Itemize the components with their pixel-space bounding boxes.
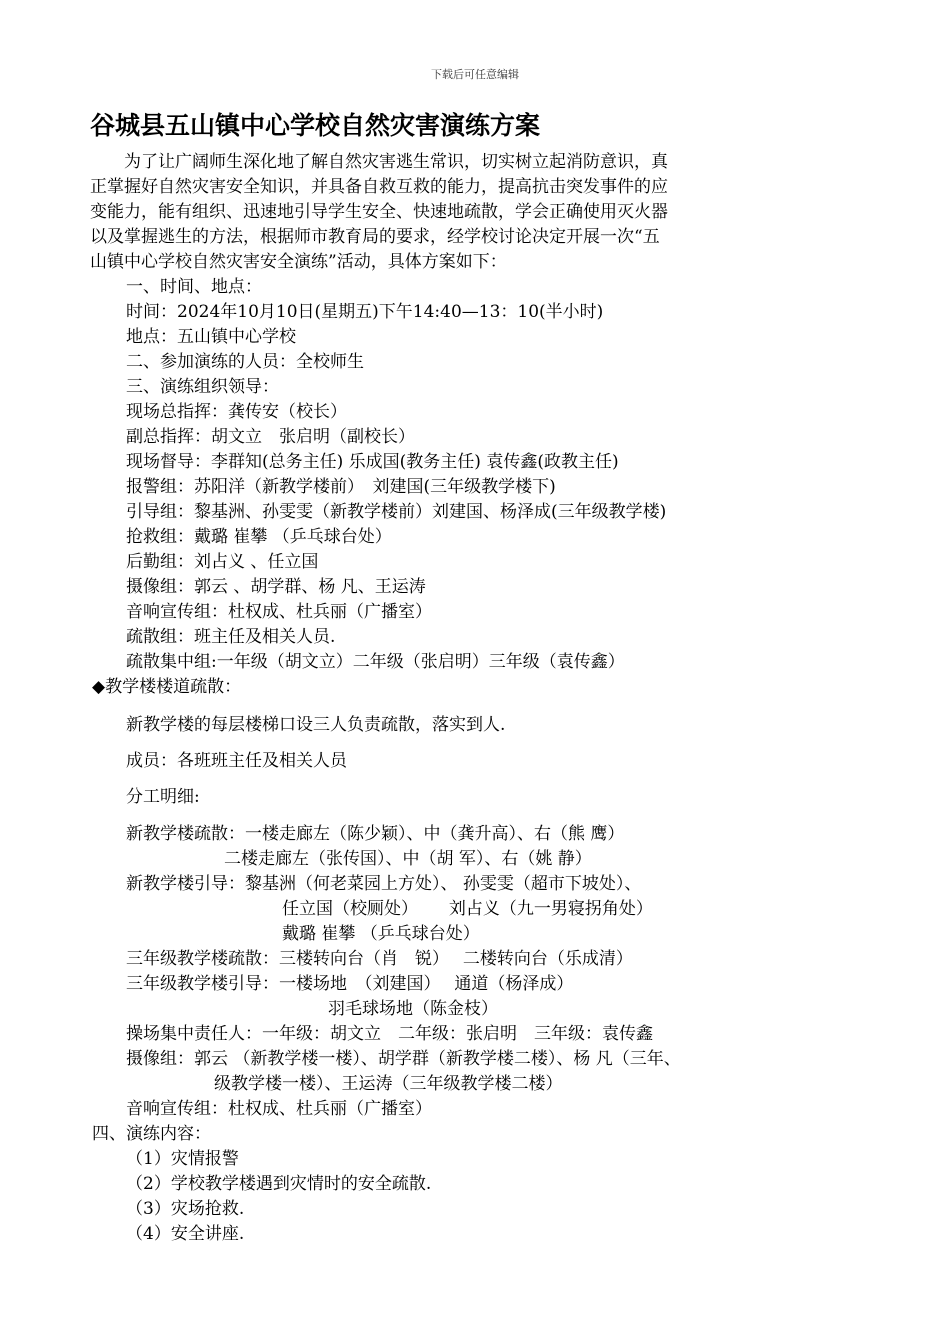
new-building-evac-1f: 新教学楼疏散：一楼走廊左（陈少颖）、中（龚升高）、右（熊 鹰） — [126, 824, 625, 844]
stairwell-evacuation-heading: ◆教学楼楼道疏散： — [92, 677, 242, 697]
rescue-group: 抢救组：戴璐 崔攀 （乒乓球台处） — [126, 527, 392, 547]
download-note: 下载后可任意编辑 — [431, 68, 519, 81]
stairwell-note: 新教学楼的每层楼梯口设三人负责疏散，落实到人. — [126, 715, 506, 735]
section-participants: 二、参加演练的人员：全校师生 — [126, 352, 364, 372]
guide-group: 引导组：黎基洲、孙雯雯（新教学楼前）刘建国、杨泽成(三年级教学楼) — [126, 502, 667, 522]
place-line: 地点：五山镇中心学校 — [126, 327, 296, 347]
camera-group: 摄像组：郭云 、胡学群、杨 凡、王运涛 — [126, 577, 426, 597]
grade3-building-evac: 三年级教学楼疏散：三楼转向台（肖 锐） 二楼转向台（乐成清） — [126, 949, 633, 969]
intro-line: 变能力，能有组织、迅速地引导学生安全、快速地疏散，学会正确使用灭火器 — [90, 202, 668, 222]
members-line: 成员：各班班主任及相关人员 — [126, 751, 347, 771]
deputy-commander: 副总指挥：胡文立 张启明（副校长） — [126, 427, 415, 447]
camera-assignment-1: 摄像组：郭云 （新教学楼一楼）、胡学群（新教学楼二楼）、杨 凡（三年、 — [126, 1049, 681, 1069]
drill-item-4: （4）安全讲座. — [126, 1224, 245, 1244]
camera-assignment-2: 级教学楼一楼）、王运涛（三年级教学楼二楼） — [214, 1074, 563, 1094]
site-supervisor: 现场督导：李群知(总务主任) 乐成国(教务主任) 袁传鑫(政教主任) — [126, 452, 619, 472]
document-title: 谷城县五山镇中心学校自然灾害演练方案 — [90, 111, 541, 140]
grade3-building-guide: 三年级教学楼引导：一楼场地 （刘建国） 通道（杨泽成） — [126, 974, 574, 994]
division-heading: 分工明细: — [126, 787, 200, 807]
new-building-guide-1: 新教学楼引导：黎基洲（何老菜园上方处）、 孙雯雯（超市下坡处）、 — [126, 874, 642, 894]
evacuation-group: 疏散组：班主任及相关人员. — [126, 627, 336, 647]
intro-paragraph — [90, 150, 870, 275]
drill-item-1: （1）灾情报警 — [126, 1149, 239, 1169]
audio-group: 音响宣传组：杜权成、杜兵丽（广播室） — [126, 602, 432, 622]
new-building-evac-2f: 二楼走廊左（张传国）、中（胡 军）、右（姚 静） — [224, 849, 592, 869]
new-building-guide-3: 戴璐 崔攀 （乒乓球台处） — [282, 924, 480, 944]
section-drill-content: 四、演练内容： — [92, 1124, 211, 1144]
section-time-place: 一、时间、地点： — [126, 277, 262, 297]
time-line: 时间：2024年10月10日(星期五)下午14:40—13：10(半小时) — [126, 302, 604, 322]
assembly-group: 疏散集中组:一年级（胡文立）二年级（张启明）三年级（袁传鑫） — [126, 652, 625, 672]
playground-assembly: 操场集中责任人：一年级：胡文立 二年级：张启明 三年级：袁传鑫 — [126, 1024, 653, 1044]
new-building-guide-2: 任立国（校厕处） 刘占义（九一男寝拐角处） — [282, 899, 653, 919]
drill-item-3: （3）灾场抢救. — [126, 1199, 245, 1219]
intro-line: 正掌握好自然灾害安全知识，并具备自救互救的能力，提高抗击突发事件的应 — [90, 177, 668, 197]
section-leadership: 三、演练组织领导： — [126, 377, 279, 397]
logistics-group: 后勤组：刘占义 、任立国 — [126, 552, 319, 572]
grade3-building-guide-2: 羽毛球场地（陈金枝） — [328, 999, 498, 1019]
intro-line: 山镇中心学校自然灾害安全演练”活动，具体方案如下： — [90, 252, 507, 272]
intro-line: 以及掌握逃生的方法，根据师市教育局的要求，经学校讨论决定开展一次“五 — [90, 227, 660, 247]
alarm-group: 报警组：苏阳洋（新教学楼前） 刘建国(三年级教学楼下) — [126, 477, 556, 497]
drill-item-2: （2）学校教学楼遇到灾情时的安全疏散. — [126, 1174, 432, 1194]
intro-line: 为了让广阔师生深化地了解自然灾害逃生常识，切实树立起消防意识，真 — [124, 152, 668, 172]
audio-assignment: 音响宣传组：杜权成、杜兵丽（广播室） — [126, 1099, 432, 1119]
chief-commander: 现场总指挥：龚传安（校长） — [126, 402, 347, 422]
